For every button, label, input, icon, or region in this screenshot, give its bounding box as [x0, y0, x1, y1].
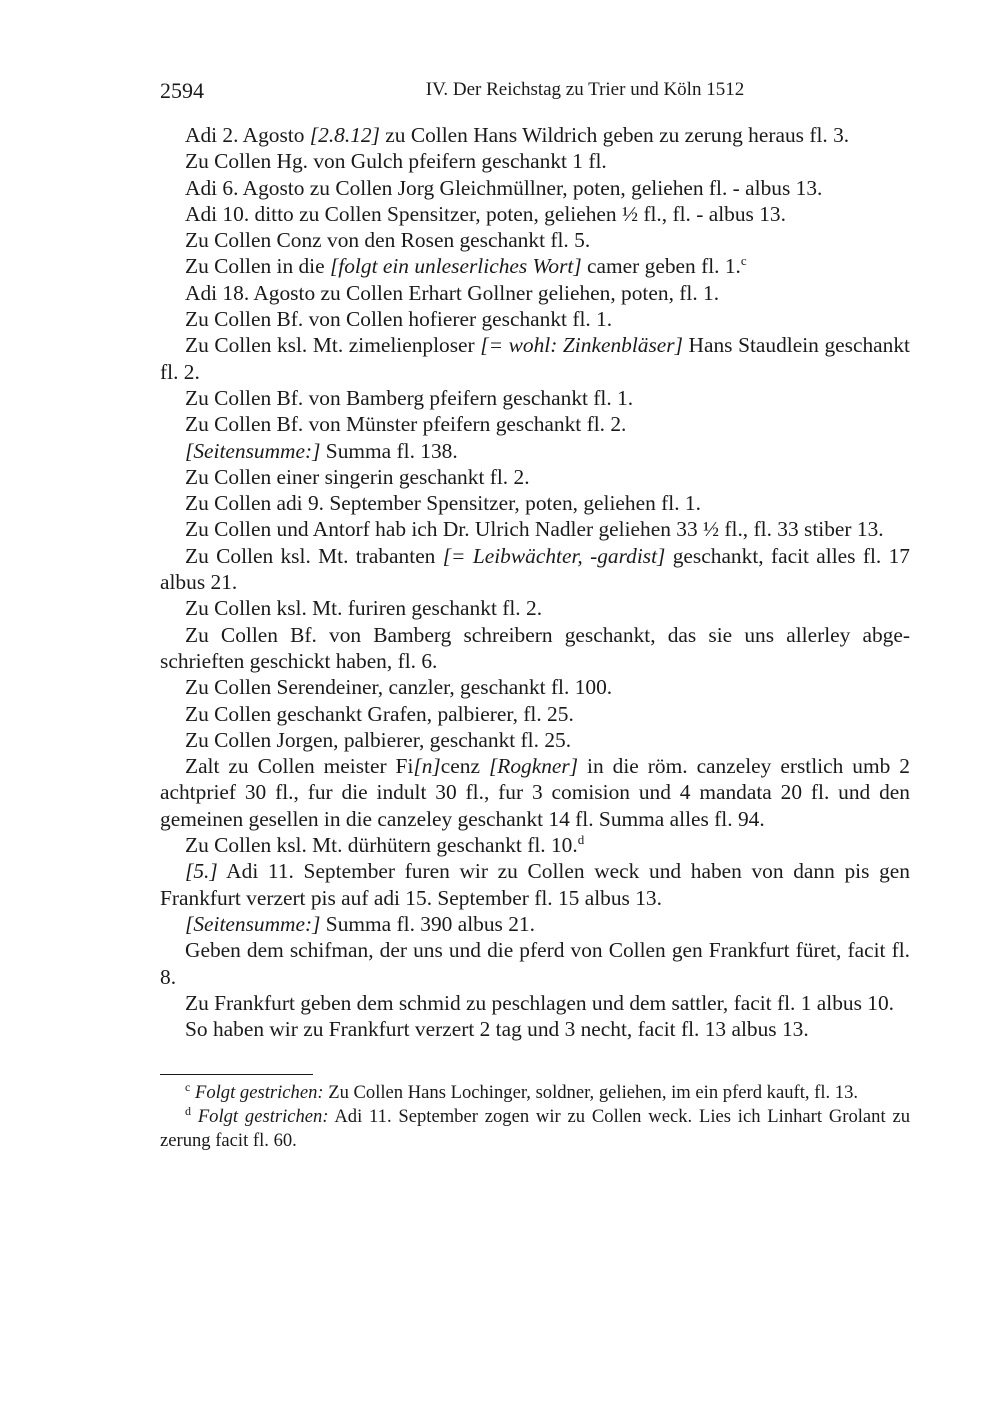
account-entry	[160, 148, 910, 174]
entry-text: Zu Collen Bf. von Bamberg schreibern geschankt, das sie uns allerley abgeschrieften geschickt haben, fl. 6.	[160, 622, 910, 673]
account-entry	[160, 622, 910, 675]
account-entry	[160, 280, 910, 306]
entry-text: Adi 18. Agosto zu Collen Erhart Gollner geliehen, poten, fl. 1.	[185, 280, 720, 305]
account-entry	[160, 201, 910, 227]
entry-text: Zu Collen Bf. von Bamberg pfeifern geschankt fl. 1.	[185, 385, 634, 410]
footnote-reference: c	[740, 253, 747, 269]
editorial-note: [n]	[413, 754, 441, 779]
entry-text: Zu Collen Hg. von Gulch pfeifern geschankt 1 fl.	[185, 149, 607, 174]
entry-text: Zu Collen ksl. Mt. furiren geschankt fl. 2.	[185, 596, 543, 621]
editorial-note: [Rogkner]	[488, 754, 579, 779]
account-entry	[160, 332, 910, 385]
entry-text: Zu Collen ksl. Mt. trabanten	[185, 543, 443, 568]
footnotes	[160, 1081, 910, 1152]
footnote-marker: d	[185, 1104, 191, 1118]
editorial-note: Folgt gestrichen:	[194, 1082, 324, 1104]
entry-text: Zu Collen und Antorf hab ich Dr. Ulrich Nadler geliehen 33 ½ fl., fl. 33 stiber 13.	[185, 517, 884, 542]
editorial-note: [Seitensumme:]	[185, 911, 321, 936]
entry-text: Adi 2. Agosto	[185, 123, 310, 147]
editorial-note: [2.8.12]	[309, 123, 380, 147]
entry-text: Zu Collen Jorgen, palbierer, geschankt fl. 25.	[185, 727, 572, 752]
editorial-note: [Seitensumme:]	[185, 438, 321, 463]
account-entry	[160, 674, 910, 700]
account-entry	[160, 937, 910, 990]
account-entry	[160, 990, 910, 1016]
page-number: 2594	[160, 78, 204, 103]
account-entry	[160, 464, 910, 490]
account-entry	[160, 253, 910, 279]
entry-text: Hans Staudlein geschankt fl. 2.	[160, 333, 910, 384]
account-entries	[160, 122, 910, 1042]
entry-text: Zu Collen ksl. Mt. dürhütern geschankt fl. 10.	[185, 833, 578, 858]
footnote-rule	[160, 1074, 313, 1075]
editorial-note: [= wohl: Zinkenbläser]	[480, 333, 683, 358]
account-entry	[160, 753, 910, 832]
footnote	[160, 1105, 910, 1153]
entry-text: zu Collen Hans Wildrich geben zu zerung heraus fl. 3.	[379, 123, 850, 147]
account-entry	[160, 306, 910, 332]
account-entry	[160, 543, 910, 596]
footnote-marker: c	[185, 1080, 191, 1095]
account-entry	[160, 701, 910, 727]
account-entry	[160, 122, 910, 148]
entry-text: Zu Collen adi 9. September Spensitzer, poten, geliehen fl. 1.	[185, 491, 701, 516]
running-header	[160, 78, 910, 108]
editorial-note: [folgt ein unleserliches Wort]	[329, 254, 582, 279]
entry-text: Zu Collen Bf. von Münster pfeifern geschankt fl. 2.	[185, 412, 627, 437]
account-entry	[160, 385, 910, 411]
account-entry	[160, 516, 910, 542]
entry-text: Zu Collen Conz von den Rosen geschankt fl. 5.	[185, 228, 591, 253]
entry-text: Zu Collen Serendeiner, canzler, geschankt fl. 100.	[185, 675, 613, 700]
entry-text: Zu Collen geschankt Grafen, palbierer, fl. 25.	[185, 701, 574, 726]
account-entry	[160, 595, 910, 621]
entry-text: geschankt, facit alles fl. 17 albus 21.	[160, 543, 910, 595]
account-entry	[160, 227, 910, 253]
entry-text: Adi 10. ditto zu Collen Spensitzer, poten, geliehen ½ fl., fl. - albus 13.	[185, 201, 786, 226]
account-entry	[160, 438, 910, 464]
editorial-note: Folgt gestrichen:	[197, 1106, 329, 1128]
entry-text: Adi 6. Agosto zu Collen Jorg Gleichmüllner, poten, geliehen fl. - albus 13.	[185, 175, 823, 200]
entry-text: Zu Collen einer singerin geschankt fl. 2.	[185, 464, 530, 489]
account-entry	[160, 175, 910, 201]
account-entry	[160, 832, 910, 858]
account-entry	[160, 411, 910, 437]
account-entry	[160, 727, 910, 753]
account-entry	[160, 858, 910, 911]
document-page	[160, 78, 910, 1153]
entry-text: Geben dem schifman, der uns und die pferd von Collen gen Frankfurt füret, facit fl. 8.	[160, 938, 910, 989]
entry-text: Zu Collen Hans Lochinger, soldner, geliehen, im ein pferd kauft, fl. 13.	[323, 1082, 859, 1104]
entry-text: Summa fl. 390 albus 21.	[320, 911, 535, 936]
entry-text: Zu Frankfurt geben dem schmid zu peschlagen und dem sattler, facit fl. 1 albus 10.	[185, 990, 894, 1015]
entry-text: Summa fl. 138.	[320, 438, 458, 463]
entry-text: in die röm. canzeley erstlich umb 2 achtprief 30 fl., fur die indult 30 fl., fur 3 comision und 4 mandata 20 fl. und den gemeinen gesellen in die canzeley geschankt 14 fl. Summa alles fl. 94.	[160, 754, 910, 831]
running-title: IV. Der Reichstag zu Trier und Köln 1512	[425, 79, 745, 100]
entry-text: Adi 11. September zogen wir zu Collen weck. Lies ich Linhart Grolant zu zerung facit fl. 60.	[160, 1106, 911, 1151]
entry-text: cenz	[440, 754, 489, 779]
entry-text: Zalt zu Collen meister Fi	[185, 754, 414, 779]
footnote	[160, 1081, 910, 1105]
editorial-note: [5.]	[185, 859, 218, 884]
account-entry	[160, 1016, 910, 1042]
entry-text: Adi 11. September furen wir zu Collen weck und haben von dann pis gen Frankfurt verzert pis auf adi 15. September fl. 15 albus 13.	[160, 859, 910, 910]
entry-text: So haben wir zu Frankfurt verzert 2 tag und 3 necht, facit fl. 13 albus 13.	[185, 1017, 809, 1042]
entry-text: Zu Collen in die	[185, 254, 330, 279]
footnote-reference: d	[577, 831, 585, 847]
account-entry	[160, 490, 910, 516]
entry-text: Zu Collen ksl. Mt. zimelienploser	[185, 333, 481, 358]
entry-text: Zu Collen Bf. von Collen hofierer geschankt fl. 1.	[185, 307, 613, 332]
entry-text: camer geben fl. 1.	[581, 254, 741, 279]
account-entry	[160, 911, 910, 937]
editorial-note: [= Leibwächter, -gardist]	[442, 543, 666, 568]
